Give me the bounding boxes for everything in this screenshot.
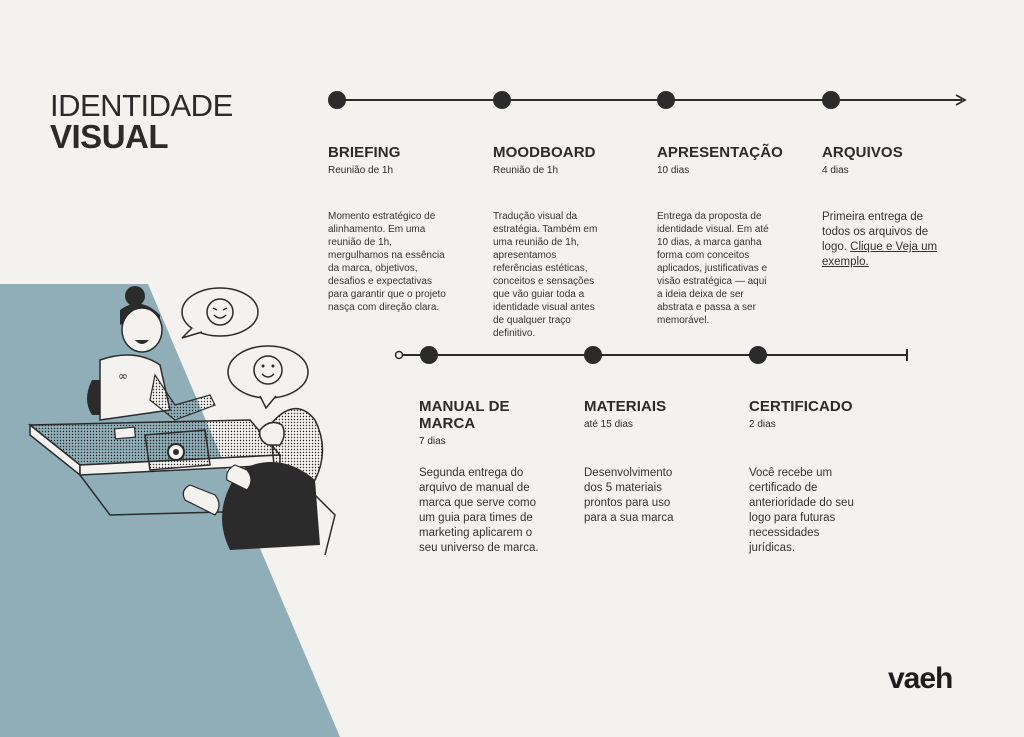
step-duration: 10 dias [657, 165, 690, 176]
step-duration: 2 dias [749, 419, 776, 430]
dot-arquivos [822, 91, 840, 109]
step-moodboard [493, 144, 643, 339]
step-materiais [584, 398, 734, 524]
step-title: CERTIFICADO [749, 398, 853, 415]
step-title: ARQUIVOS [822, 144, 903, 161]
step-description: Momento estratégico de alinhamento. Em uma reunião de 1h, mergulhamos na essência da marca, objetivos, desafios e expectativas para garantir que o projeto nasça com direção clara. [328, 211, 446, 313]
dot-apresentacao [657, 91, 675, 109]
step-description: Entrega da proposta de identidade visual. Em até 10 dias, a marca ganha forma com conceitos aplicados, justificativas e visão estratégica — aqui a ideia deixa de ser abstrata e passa a ser memorável. [657, 211, 769, 326]
step-title: APRESENTAÇÃO [657, 144, 783, 161]
svg-text:∞: ∞ [118, 369, 128, 383]
laptop [145, 430, 210, 470]
step-title: MANUAL DE MARCA [419, 398, 510, 432]
dot-certificado [749, 346, 767, 364]
dot-moodboard [493, 91, 511, 109]
step-title: BRIEFING [328, 144, 401, 161]
step-duration: até 15 dias [584, 419, 633, 430]
step-manual-de-marca [419, 398, 569, 554]
step-apresentacao [657, 144, 807, 326]
title-line-2: VISUAL [50, 118, 169, 155]
step-title: MATERIAIS [584, 398, 667, 415]
title-line-1: IDENTIDADE [50, 88, 233, 123]
step-duration: Reunião de 1h [493, 165, 559, 176]
speech-bubble-smiling [228, 346, 308, 408]
dot-materiais [584, 346, 602, 364]
brand-logo: vaeh [888, 662, 953, 695]
step-description: Você recebe um certificado de anterioridade do seu logo para futuras necessidades jurídicas. [749, 467, 854, 554]
step-duration: 7 dias [419, 436, 446, 447]
example-link[interactable]: Clique e Veja um exemplo. [822, 241, 938, 268]
step-duration: Reunião de 1h [328, 165, 394, 176]
step-description [822, 210, 942, 270]
step-title: MOODBOARD [493, 144, 596, 161]
step-arquivos [822, 144, 972, 268]
dot-briefing [328, 91, 346, 109]
step-certificado [749, 398, 899, 554]
step-duration: 4 dias [822, 165, 849, 176]
step-briefing [328, 144, 478, 313]
step-description: Tradução visual da estratégia. Também em uma reunião de 1h, apresentamos referências estéticas, conceitos e sensações que vão guiar toda a identidade visual antes de qualquer traço definitivo. [493, 211, 598, 339]
dot-manual [420, 346, 438, 364]
step-description: Segunda entrega do arquivo de manual de marca que serve como um guia para times de marketing aplicarem o seu universo de marca. [419, 467, 539, 554]
meeting-illustration [20, 280, 350, 570]
step-description: Desenvolvimento dos 5 materiais prontos para uso para a sua marca [584, 467, 674, 524]
speech-bubble-laughing [182, 288, 258, 338]
bottom-timeline-start-marker [396, 352, 403, 359]
step-description-text: Primeira entrega de todos os arquivos de logo. [822, 211, 929, 253]
